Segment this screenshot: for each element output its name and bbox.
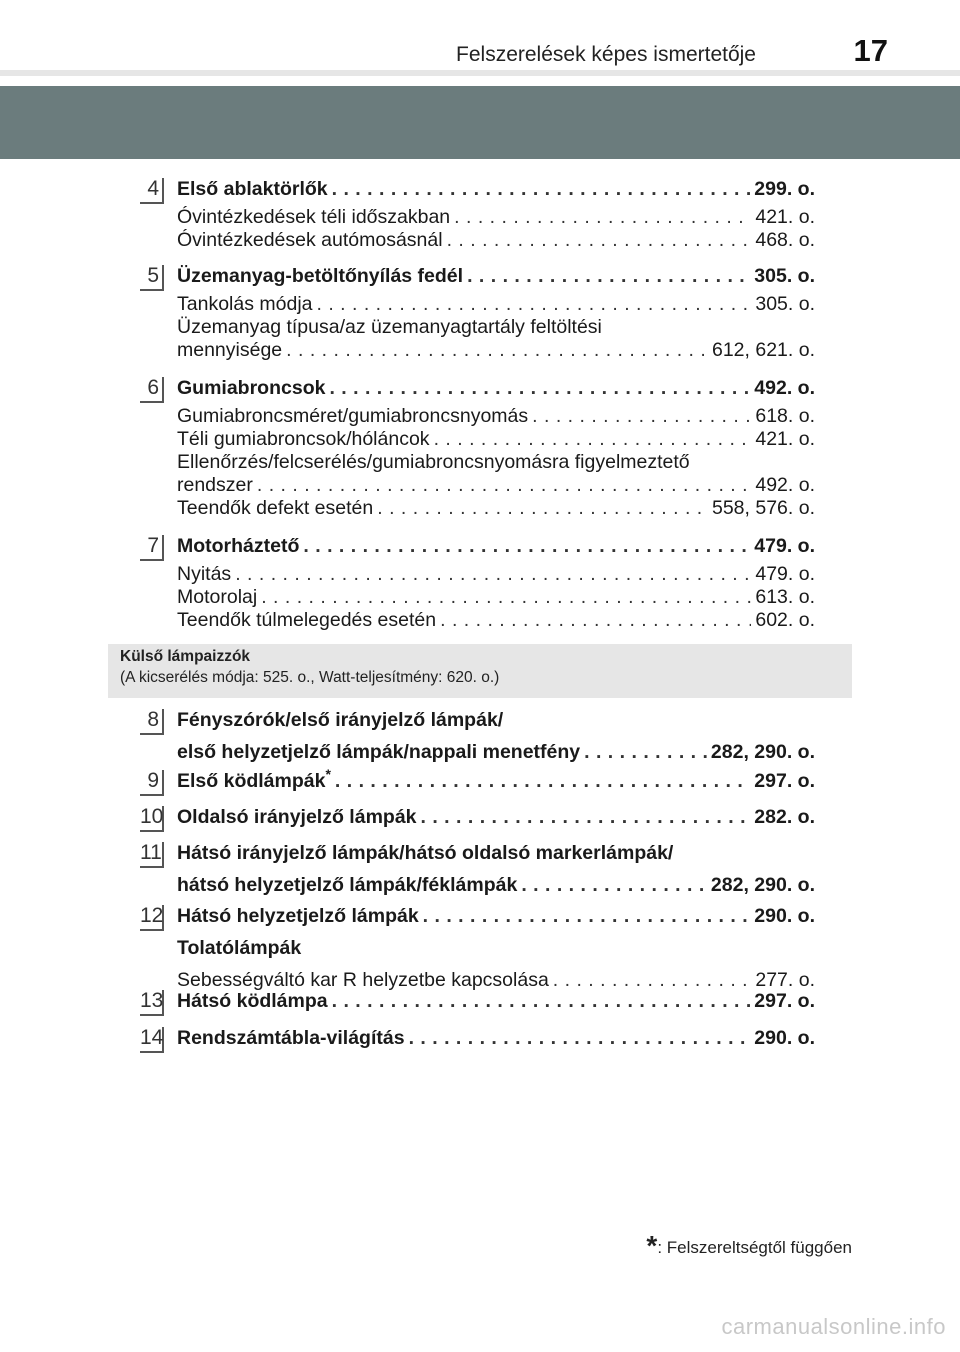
dot-leader bbox=[423, 905, 751, 928]
entry-title: Nyitás bbox=[177, 563, 232, 585]
entry-title: Teendők túlmelegedés esetén bbox=[177, 609, 437, 631]
entry-title: Téli gumiabroncsok/hóláncok bbox=[177, 428, 430, 450]
page-reference: 602. o. bbox=[755, 609, 815, 631]
entry-title: rendszer bbox=[177, 474, 253, 496]
toc-entry[interactable] bbox=[177, 535, 815, 561]
dot-leader bbox=[521, 874, 707, 897]
section-number: 14 bbox=[140, 1027, 164, 1053]
section-number: 4 bbox=[140, 178, 164, 204]
dot-leader bbox=[584, 741, 707, 764]
dot-leader bbox=[440, 609, 751, 632]
page-reference: 282, 290. o. bbox=[710, 741, 815, 763]
toc-entry[interactable] bbox=[177, 265, 815, 291]
entry-title: Gumiabroncsméret/gumiabroncsnyomás bbox=[177, 405, 529, 427]
page-reference: 297. o. bbox=[754, 770, 815, 792]
section-number: 5 bbox=[140, 265, 164, 291]
entry-title: Óvintézkedések autómosásnál bbox=[177, 229, 443, 251]
dot-leader bbox=[317, 293, 752, 316]
toc-entry[interactable] bbox=[177, 874, 815, 900]
footnote-text: : Felszereltségtől függően bbox=[657, 1238, 852, 1257]
toc-entry[interactable] bbox=[177, 229, 815, 255]
dot-leader bbox=[467, 265, 750, 288]
entry-title: első helyzetjelző lámpák/nappali menetfény bbox=[177, 741, 581, 763]
toc-entry[interactable] bbox=[177, 178, 815, 204]
entry-title: Motorháztető bbox=[177, 535, 300, 557]
toc-entry[interactable] bbox=[177, 905, 815, 931]
header-banner bbox=[0, 86, 960, 159]
entry-title: Hátsó helyzetjelző lámpák bbox=[177, 905, 419, 927]
section-number: 11 bbox=[140, 842, 164, 868]
page-number: 17 bbox=[853, 33, 888, 68]
page-reference: 468. o. bbox=[755, 229, 815, 251]
exterior-lights-heading: Külső lámpaizzók bbox=[120, 648, 251, 665]
footnote bbox=[646, 1230, 852, 1262]
dot-leader bbox=[409, 1027, 751, 1050]
entry-title: Óvintézkedések téli időszakban bbox=[177, 206, 451, 228]
entry-title: Fényszórók/első irányjelző lámpák/ bbox=[177, 709, 504, 731]
entry-title: Sebességváltó kar R helyzetbe kapcsolása bbox=[177, 969, 549, 991]
page-reference: 479. o. bbox=[755, 563, 815, 585]
entry-title: Teendők defekt esetén bbox=[177, 497, 374, 519]
entry-title: Tankolás módja bbox=[177, 293, 313, 315]
page-reference: 421. o. bbox=[755, 428, 815, 450]
entry-title: Hátsó ködlámpa bbox=[177, 990, 328, 1012]
page-reference: 558, 576. o. bbox=[711, 497, 815, 519]
entry-title: Gumiabroncsok bbox=[177, 377, 326, 399]
dot-leader bbox=[332, 178, 751, 201]
dot-leader bbox=[329, 377, 750, 400]
entry-title: Ellenőrzés/felcserélés/gumiabroncsnyomásra figyelmeztető bbox=[177, 451, 690, 473]
entry-title: Első ködlámpák* bbox=[177, 766, 331, 792]
dot-leader bbox=[532, 405, 751, 428]
page-reference: 282. o. bbox=[754, 806, 815, 828]
page-reference: 305. o. bbox=[754, 265, 815, 287]
dot-leader bbox=[434, 428, 752, 451]
dot-leader bbox=[261, 586, 751, 609]
page-reference: 290. o. bbox=[754, 905, 815, 927]
entry-title: Üzemanyag típusa/az üzemanyagtartály feltöltési bbox=[177, 316, 602, 338]
dot-leader bbox=[377, 497, 708, 520]
page-reference: 282, 290. o. bbox=[710, 874, 815, 896]
toc-entry[interactable] bbox=[177, 741, 815, 767]
dot-leader bbox=[335, 770, 750, 793]
entry-title: Rendszámtábla-világítás bbox=[177, 1027, 405, 1049]
dot-leader bbox=[454, 206, 751, 229]
dot-leader bbox=[332, 990, 751, 1013]
dot-leader bbox=[286, 339, 708, 362]
entry-title: hátsó helyzetjelző lámpák/féklámpák bbox=[177, 874, 518, 896]
watermark: carmanualsonline.info bbox=[721, 1314, 946, 1339]
toc-entry[interactable] bbox=[177, 1027, 815, 1053]
page-reference: 305. o. bbox=[755, 293, 815, 315]
section-number: 10 bbox=[140, 806, 164, 832]
section-number: 12 bbox=[140, 905, 164, 931]
entry-title: Tolatólámpák bbox=[177, 937, 302, 959]
page-reference: 297. o. bbox=[754, 990, 815, 1012]
entry-title: mennyisége bbox=[177, 339, 283, 361]
toc-entry-text bbox=[177, 842, 815, 868]
section-number: 8 bbox=[140, 709, 164, 735]
running-title: Felszerelések képes ismertetője bbox=[456, 43, 756, 66]
page-reference: 299. o. bbox=[754, 178, 815, 200]
page-reference: 492. o. bbox=[755, 474, 815, 496]
entry-title: Üzemanyag-betöltőnyílás fedél bbox=[177, 265, 464, 287]
toc-entry[interactable] bbox=[177, 339, 815, 365]
page-reference: 618. o. bbox=[755, 405, 815, 427]
footnote-star: * bbox=[646, 1230, 658, 1261]
equipment-dependent-marker: * bbox=[325, 766, 331, 782]
page-reference: 479. o. bbox=[754, 535, 815, 557]
dot-leader bbox=[421, 806, 751, 829]
toc-entry[interactable] bbox=[177, 497, 815, 523]
dot-leader bbox=[553, 969, 752, 992]
dot-leader bbox=[235, 563, 751, 586]
section-number: 9 bbox=[140, 770, 164, 796]
dot-leader bbox=[303, 535, 750, 558]
exterior-lights-box bbox=[108, 644, 852, 698]
dot-leader bbox=[447, 229, 752, 252]
entry-title: Első ablaktörlők bbox=[177, 178, 328, 200]
toc-entry-text bbox=[177, 709, 815, 735]
exterior-lights-subtext: (A kicserélés módja: 525. o., Watt-teljesítmény: 620. o.) bbox=[120, 669, 500, 686]
toc-entry[interactable] bbox=[177, 806, 815, 832]
toc-entry-text bbox=[177, 937, 815, 963]
entry-title: Motorolaj bbox=[177, 586, 258, 608]
section-number: 13 bbox=[140, 990, 164, 1016]
entry-title: Oldalsó irányjelző lámpák bbox=[177, 806, 417, 828]
entry-title: Hátsó irányjelző lámpák/hátsó oldalsó markerlámpák/ bbox=[177, 842, 674, 864]
page-reference: 492. o. bbox=[754, 377, 815, 399]
section-number: 7 bbox=[140, 535, 164, 561]
page-reference: 277. o. bbox=[755, 969, 815, 991]
page-reference: 290. o. bbox=[754, 1027, 815, 1049]
toc-entry[interactable] bbox=[177, 990, 815, 1016]
toc-entry[interactable] bbox=[177, 609, 815, 635]
section-number: 6 bbox=[140, 377, 164, 403]
toc-entry[interactable] bbox=[177, 766, 815, 796]
page-reference: 612, 621. o. bbox=[711, 339, 815, 361]
toc-entry[interactable] bbox=[177, 377, 815, 403]
dot-leader bbox=[257, 474, 751, 497]
page-reference: 421. o. bbox=[755, 206, 815, 228]
page-reference: 613. o. bbox=[755, 586, 815, 608]
